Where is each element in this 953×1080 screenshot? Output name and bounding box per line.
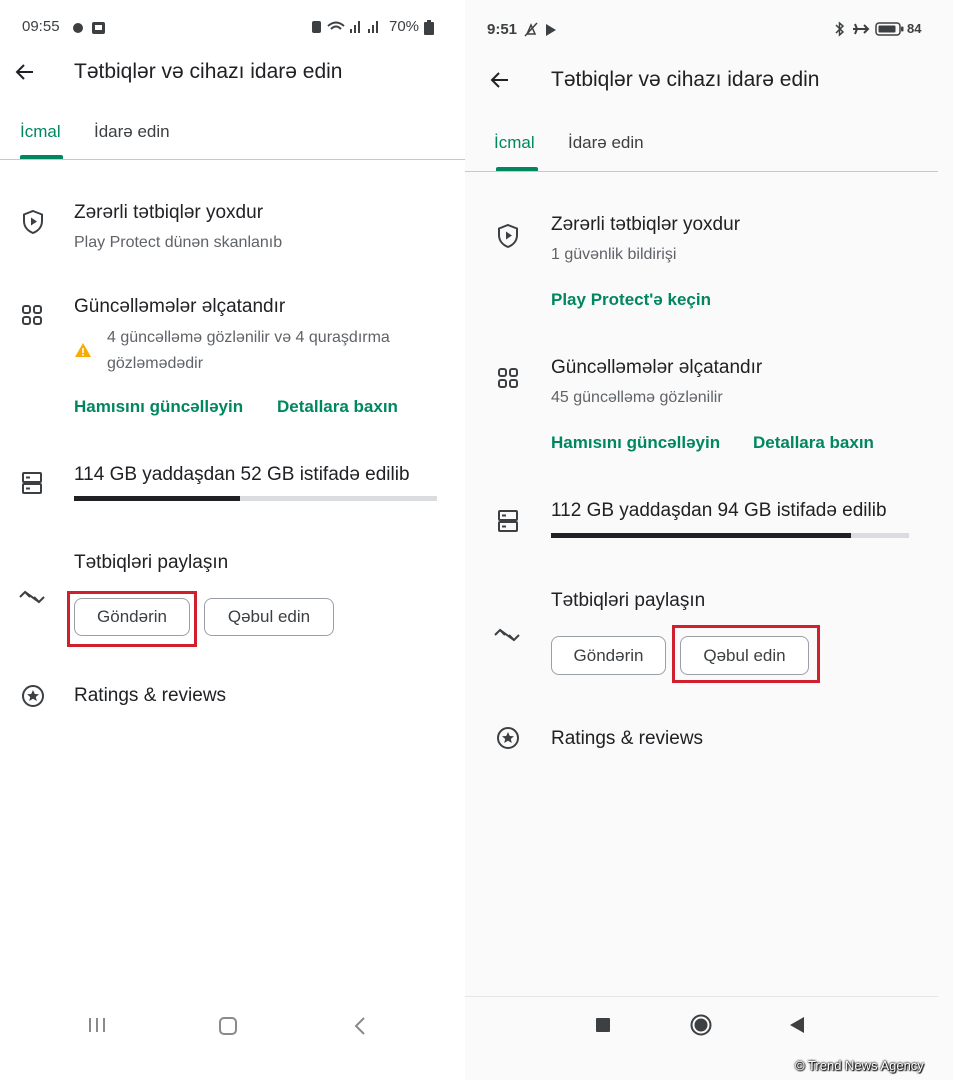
status-time: 09:55	[22, 18, 60, 35]
page-title: Tətbiqlər və cihazı idarə edin	[551, 68, 820, 91]
back-arrow-icon[interactable]	[487, 68, 511, 92]
bluetooth-airplane-icons	[833, 21, 873, 37]
status-time: 9:51	[487, 21, 518, 38]
share-apps-icon	[493, 625, 521, 645]
share-title: Tətbiqləri paylaşın	[551, 590, 706, 611]
back-arrow-icon[interactable]	[12, 60, 36, 84]
protect-subtitle: 1 güvənlik bildirişi	[551, 246, 677, 263]
recents-nav-icon[interactable]	[596, 1018, 610, 1032]
send-button[interactable]: Göndərin	[74, 598, 190, 636]
tab-overview[interactable]: İcmal	[494, 133, 535, 152]
protect-title: Zərərli tətbiqlər yoxdur	[74, 202, 264, 223]
tab-overview[interactable]: İcmal	[20, 122, 61, 141]
home-nav-icon[interactable]	[690, 1014, 712, 1036]
home-nav-icon[interactable]	[218, 1016, 238, 1036]
storage-bar-fill	[74, 496, 240, 501]
updates-title: Güncəlləmələr əlçatandır	[551, 357, 763, 378]
send-button[interactable]: Göndərin	[551, 636, 666, 675]
warning-icon	[74, 342, 92, 358]
battery-icon	[875, 22, 905, 36]
tab-manage[interactable]: İdarə edin	[568, 133, 644, 152]
storage-bar-fill	[551, 533, 851, 538]
signal-icons	[310, 19, 390, 35]
share-title: Tətbiqləri paylaşın	[74, 552, 229, 573]
battery-percent: 84	[907, 21, 922, 36]
protect-subtitle: Play Protect dünən skanlanıb	[74, 234, 283, 251]
nav-divider	[465, 996, 938, 997]
storage-bar	[551, 533, 909, 538]
storage-icon	[498, 510, 518, 532]
back-nav-icon[interactable]	[790, 1017, 804, 1033]
storage-text: 112 GB yaddaşdan 94 GB istifadə edilib	[551, 500, 887, 521]
star-circle-icon	[21, 684, 45, 708]
back-nav-icon[interactable]	[352, 1016, 368, 1036]
details-link[interactable]: Detallara baxın	[277, 397, 398, 416]
tabs-divider	[465, 171, 938, 172]
play-protect-link[interactable]: Play Protect'ə keçin	[551, 290, 711, 309]
protect-title: Zərərli tətbiqlər yoxdur	[551, 214, 741, 235]
update-all-link[interactable]: Hamısını güncəlləyin	[551, 433, 721, 452]
grid-apps-icon	[22, 305, 42, 325]
updates-title: Güncəlləmələr əlçatandır	[74, 296, 286, 317]
watermark: © Trend News Agency	[795, 1058, 924, 1073]
shield-play-icon	[21, 209, 45, 235]
receive-button[interactable]: Qəbul edin	[680, 636, 809, 675]
share-apps-icon	[18, 587, 46, 607]
notification-icons	[72, 20, 110, 36]
ratings-title[interactable]: Ratings & reviews	[74, 685, 227, 706]
grid-apps-icon	[498, 368, 518, 388]
star-circle-icon	[496, 726, 520, 750]
storage-bar	[74, 496, 437, 501]
receive-button[interactable]: Qəbul edin	[204, 598, 334, 636]
shield-play-icon	[496, 223, 520, 249]
battery-percent: 70%	[389, 18, 420, 35]
recents-nav-icon[interactable]	[87, 1016, 107, 1034]
updates-warning-line1: 4 güncəlləmə gözlənilir və 4 quraşdırma	[107, 329, 390, 346]
updates-subtitle: 45 güncəlləmə gözlənilir	[551, 389, 723, 406]
tab-manage[interactable]: İdarə edin	[94, 122, 170, 141]
left-screen	[0, 0, 465, 1080]
details-link[interactable]: Detallara baxın	[753, 433, 874, 452]
page-title: Tətbiqlər və cihazı idarə edin	[74, 60, 343, 83]
right-screen	[465, 0, 953, 1080]
update-all-link[interactable]: Hamısını güncəlləyin	[74, 397, 244, 416]
storage-text: 114 GB yaddaşdan 52 GB istifadə edilib	[74, 464, 410, 485]
notification-icons	[524, 22, 562, 38]
updates-warning-line2: gözləmədədir	[107, 355, 204, 372]
ratings-title[interactable]: Ratings & reviews	[551, 728, 704, 749]
battery-icon	[424, 20, 434, 35]
tabs-divider	[0, 159, 465, 160]
storage-icon	[22, 472, 42, 494]
